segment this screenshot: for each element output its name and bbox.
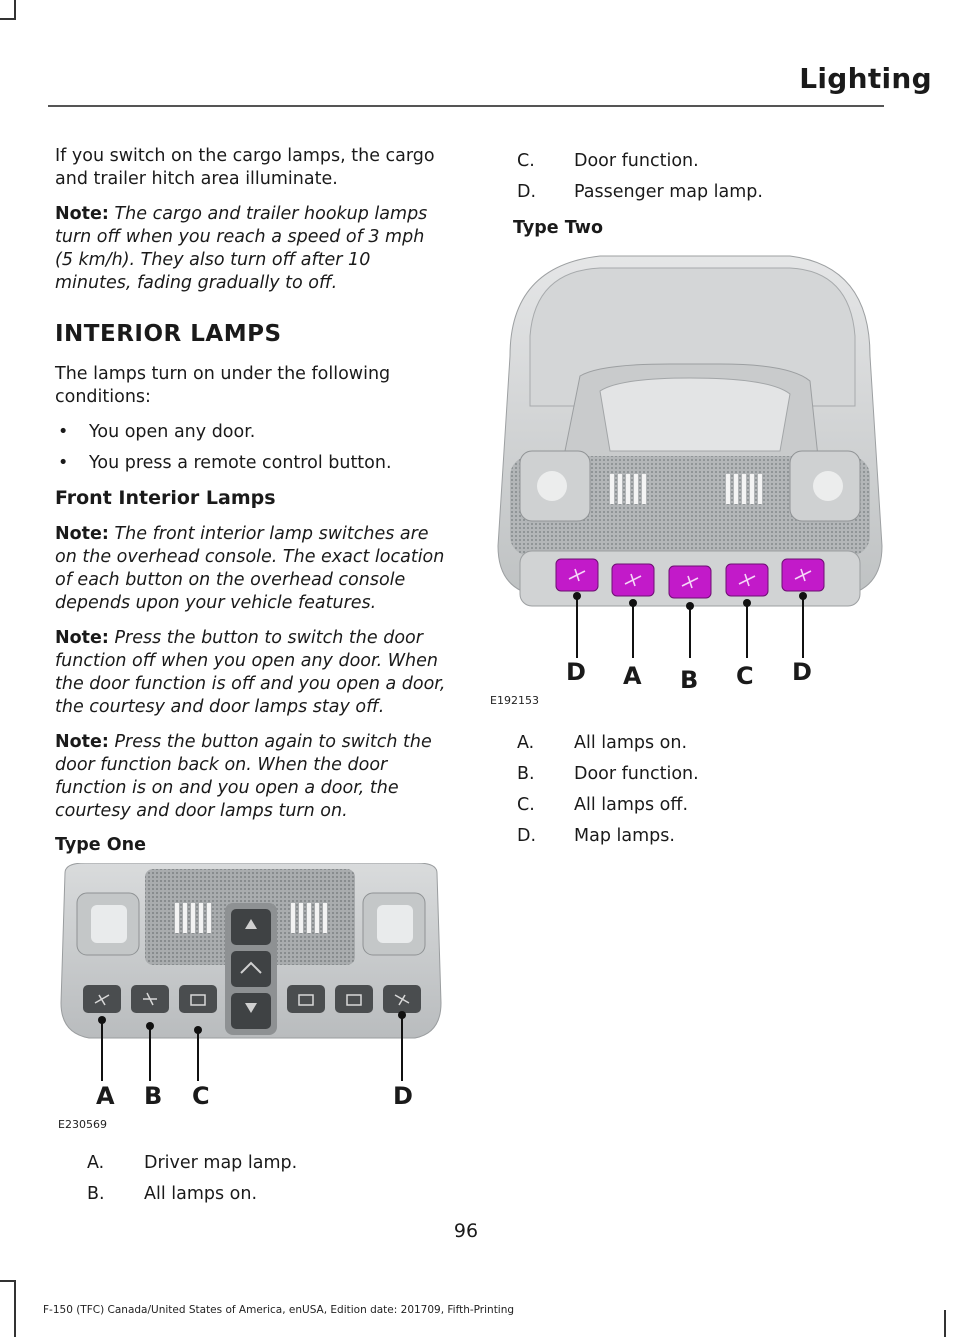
legend-text: Map lamps.: [574, 826, 675, 846]
page-title: Lighting: [799, 62, 932, 95]
figure-code: E230569: [58, 1118, 107, 1131]
legend-item: [517, 763, 917, 786]
type-two-heading: Type Two: [513, 218, 603, 238]
legend-letter: B.: [517, 764, 535, 784]
interior-lead: The lamps turn on under the following conditions:: [55, 364, 391, 407]
page-number: 96: [453, 1220, 479, 1242]
note-text: Press the button again to switch the door function back on. When the door function is on and you open a door, the courtesy and door lamps turn on.: [55, 732, 432, 821]
callout-label-b: B: [144, 1082, 163, 1110]
crop-mark: [14, 0, 16, 20]
type-one-legend: [55, 1152, 447, 1206]
condition-list: [55, 421, 447, 475]
legend-letter: D.: [517, 826, 537, 846]
right-column: [490, 150, 917, 856]
legend-item: [517, 794, 917, 817]
intro-paragraph: If you switch on the cargo lamps, the cargo and trailer hitch area illuminate.: [55, 146, 435, 189]
legend-item: [517, 181, 917, 204]
header-divider: [48, 105, 884, 107]
type-two-legend: [517, 732, 917, 848]
note-text: The cargo and trailer hookup lamps turn off when you reach a speed of 3 mph (5 km/h). They also turn off after 10 minutes, fading gradually to off.: [55, 204, 428, 293]
intro-note: [55, 203, 447, 295]
callout-label-d: D: [792, 658, 812, 686]
legend-item: [55, 1183, 447, 1206]
callout-label-c: C: [736, 662, 754, 690]
note-text: Press the button to switch the door function off when you open any door. When the door function is off and you open a door, the courtesy and door lamps stay off.: [55, 628, 446, 717]
legend-item: [517, 732, 917, 755]
legend-text: All lamps off.: [574, 795, 689, 815]
legend-letter: B.: [87, 1184, 105, 1204]
bullet-glyph: •: [58, 422, 69, 442]
figure-code: E192153: [490, 694, 539, 707]
legend-letter: C.: [517, 795, 535, 815]
crop-mark: [14, 1280, 16, 1337]
type-one-heading: Type One: [55, 835, 146, 855]
list-item: [55, 421, 447, 444]
type-one-console-figure: [55, 863, 447, 1138]
left-column: [55, 145, 447, 1214]
legend-text: Driver map lamp.: [144, 1153, 298, 1173]
note-label: Note:: [55, 732, 109, 752]
front-note: [55, 627, 447, 719]
callout-label-b: B: [680, 666, 699, 694]
list-item: [55, 452, 447, 475]
legend-text: Passenger map lamp.: [574, 182, 763, 202]
legend-letter: C.: [517, 151, 535, 171]
overhead-console-illustration: [55, 863, 447, 1118]
legend-letter: D.: [517, 182, 537, 202]
bullet-glyph: •: [58, 453, 69, 473]
type-two-console-figure: [490, 246, 890, 706]
callout-label-a: A: [96, 1082, 115, 1110]
legend-text: Door function.: [574, 764, 699, 784]
legend-letter: A.: [87, 1153, 105, 1173]
legend-item: [517, 825, 917, 848]
callout-label-c: C: [192, 1082, 210, 1110]
callout-label-a: A: [623, 662, 642, 690]
legend-text: All lamps on.: [574, 733, 688, 753]
edition-info: F-150 (TFC) Canada/United States of America, enUSA, Edition date: 201709, Fifth-Printing: [43, 1304, 515, 1316]
callout-label-d: D: [393, 1082, 413, 1110]
front-note: [55, 731, 447, 823]
legend-text: Door function.: [574, 151, 699, 171]
section-heading-interior-lamps: INTERIOR LAMPS: [55, 321, 282, 347]
note-label: Note:: [55, 204, 109, 224]
legend-item: [517, 150, 917, 173]
crop-mark: [0, 1280, 16, 1282]
list-item-text: You open any door.: [89, 422, 256, 442]
list-item-text: You press a remote control button.: [89, 453, 392, 473]
callout-label-d: D: [566, 658, 586, 686]
note-label: Note:: [55, 524, 109, 544]
front-note: [55, 523, 447, 615]
legend-item: [55, 1152, 447, 1175]
subsection-heading-front-interior: Front Interior Lamps: [55, 487, 276, 509]
legend-letter: A.: [517, 733, 535, 753]
crop-mark: [944, 1310, 946, 1337]
note-label: Note:: [55, 628, 109, 648]
note-text: The front interior lamp switches are on the overhead console. The exact location of each button on the overhead console depends upon your vehicle features.: [55, 524, 445, 613]
overhead-console-illustration: [490, 246, 890, 666]
type-one-legend-continued: [517, 150, 917, 204]
legend-text: All lamps on.: [144, 1184, 258, 1204]
crop-mark: [0, 18, 16, 20]
